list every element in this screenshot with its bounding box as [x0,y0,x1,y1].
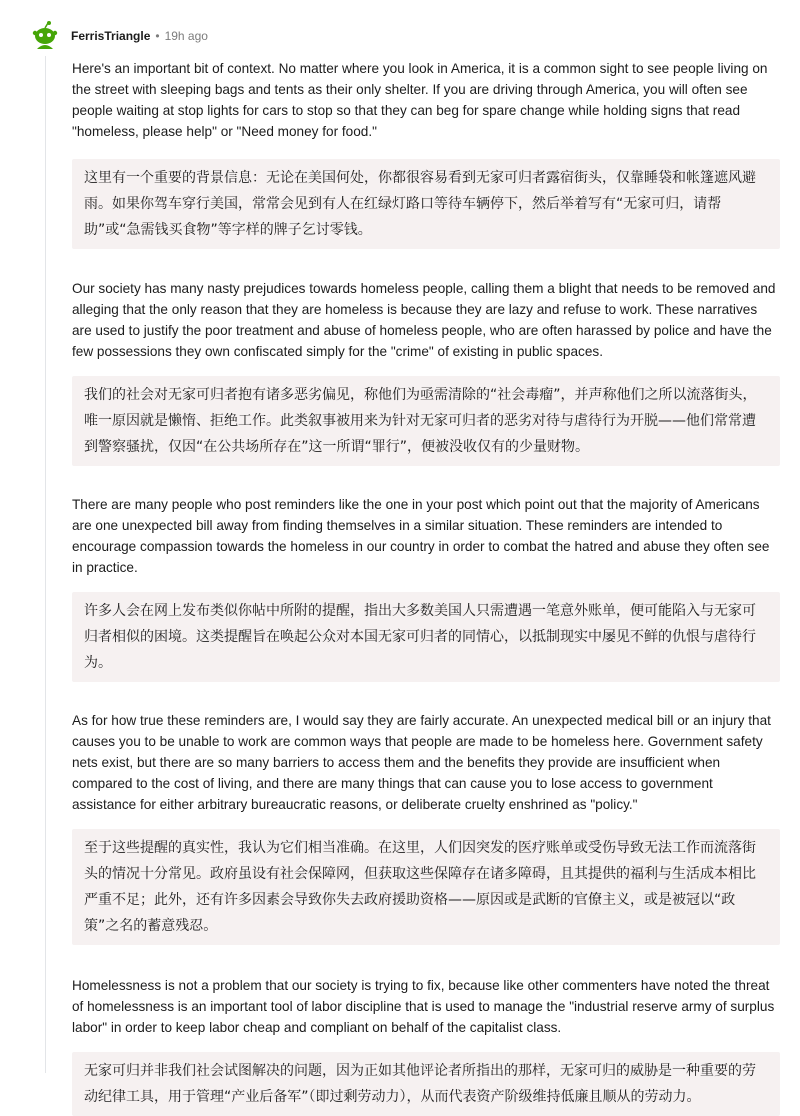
translation-block-zh: 许多人会在网上发布类似你帖中所附的提醒，指出大多数美国人只需遭遇一笔意外账单，便可能陷入与无家可归者相似的困境。这类提醒旨在唤起公众对本国无家可归者的同情心，以抵制现实中屡见不鲜的仇恨与虐待行为。 [72,592,780,682]
comment-paragraph-en: There are many people who post reminders like the one in your post which point out that the majority of Americans are one unexpected bill away from finding themselves in a similar situation. These reminders are intended to encourage compassion towards the homeless in our country in order to combat the hatred and abuse they often see in practice. [72,497,770,575]
comment-body [72,58,780,1116]
comment-paragraph-en: As for how true these reminders are, I would say they are fairly accurate. An unexpected medical bill or an injury that causes you to be unable to work are common ways that people are made to be homeless here. Government safety nets exist, but there are so many barriers to access them and the benefits they provide are insufficient when compared to the cost of living, and there are many things that can cause you to lose access to government assistance for either arbitrary bureaucratic reasons, or deliberate cruelty enshrined as "policy." [72,713,771,812]
translation-block-zh: 这里有一个重要的背景信息：无论在美国何处，你都很容易看到无家可归者露宿街头，仅靠睡袋和帐篷遮风避雨。如果你驾车穿行美国，常常会见到有人在红绿灯路口等待车辆停下，然后举着写有“无家可归，请帮助”或“急需钱买食物”等字样的牌子乞讨零钱。 [72,159,780,249]
thread-line[interactable] [45,56,46,1073]
comment-paragraph-en: Homelessness is not a problem that our society is trying to fix, because like other commenters have noted the threat of homelessness is an important tool of labor discipline that is used to manage the "industrial reserve army of surplus labor" in order to keep labor cheap and compliant on behalf of the capitalist class. [72,978,775,1035]
separator-dot: • [155,29,160,43]
translation-block-zh: 无家可归并非我们社会试图解决的问题，因为正如其他评论者所指出的那样，无家可归的威胁是一种重要的劳动纪律工具，用于管理“产业后备军”（即过剩劳动力），从而代表资产阶级维持低廉且顺从的劳动力。 [72,1052,780,1116]
comment-timestamp[interactable]: 19h ago [164,29,208,43]
comment-paragraph-en: Here's an important bit of context. No matter where you look in America, it is a common sight to see people living on the street with sleeping bags and tents as their only shelter. If you are driving through America, you will often see people waiting at stop lights for cars to stop so that they can beg for spare change while holding signs that read "homeless, please help" or "Need money for food." [72,61,768,139]
comment-header [27,18,208,54]
translation-block-zh: 我们的社会对无家可归者抱有诸多恶劣偏见，称他们为亟需清除的“社会毒瘤”，并声称他们之所以流落街头，唯一原因就是懒惰、拒绝工作。此类叙事被用来为针对无家可归者的恶劣对待与虐待行为开脱——他们常常遭到警察骚扰，仅因“在公共场所存在”这一所谓“罪行”，便被没收仅有的少量财物。 [72,376,780,466]
comment-paragraph-en: Our society has many nasty prejudices towards homeless people, calling them a blight that needs to be removed and alleging that the only reason that they are homeless is because they are lazy and refuse to work. These narratives are used to justify the poor treatment and abuse of homeless people, who are often harassed by police and have the few possessions they own confiscated simply for the "crime" of existing in public spaces. [72,281,776,359]
snoo-avatar-icon[interactable] [27,18,63,54]
translation-block-zh: 至于这些提醒的真实性，我认为它们相当准确。在这里，人们因突发的医疗账单或受伤导致无法工作而流落街头的情况十分常见。政府虽设有社会保障网，但获取这些保障存在诸多障碍，且其提供的福利与生活成本相比严重不足；此外，还有许多因素会导致你失去政府援助资格——原因或是武断的官僚主义，或是被冠以“政策”之名的蓄意残忍。 [72,829,780,945]
username-link[interactable]: FerrisTriangle [71,29,151,43]
